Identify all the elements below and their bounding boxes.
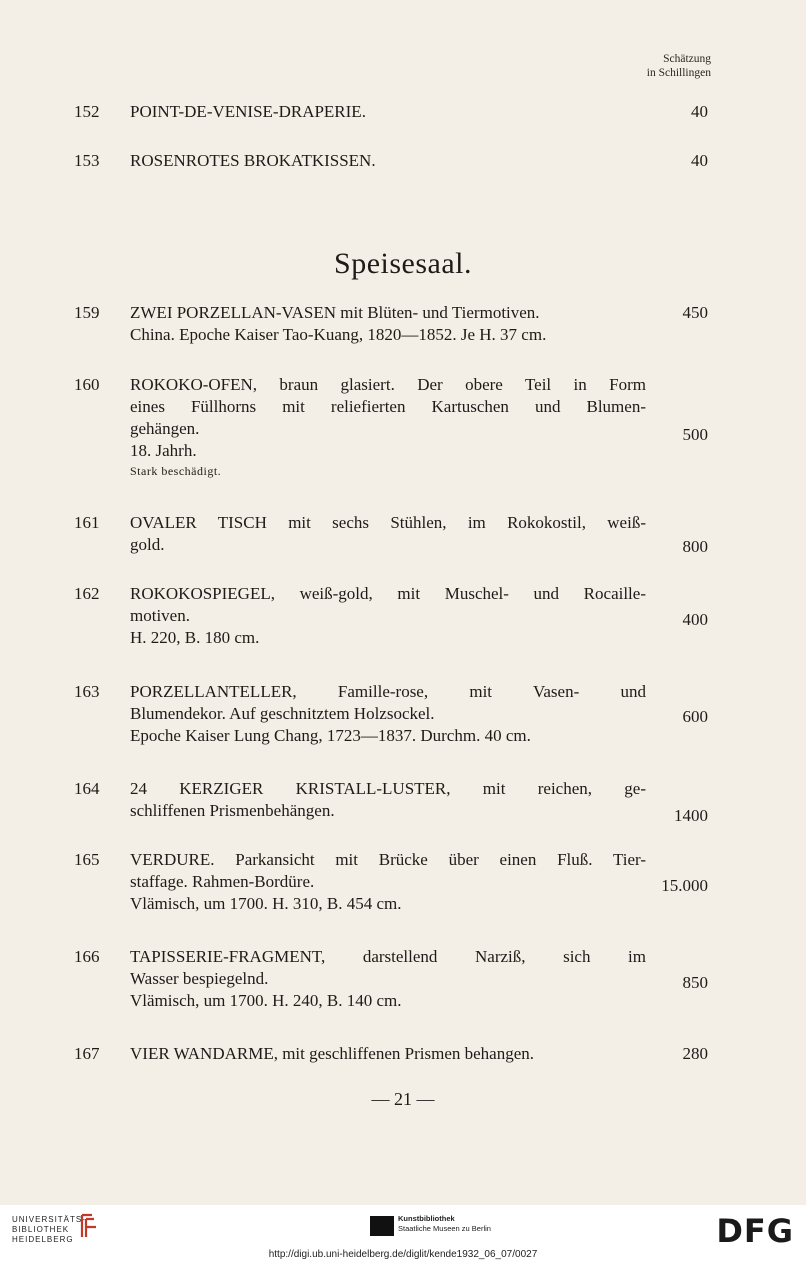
description-line: Wasser bespiegelnd.: [130, 969, 269, 988]
description-line: ROSENROTES BROKATKISSEN.: [130, 151, 376, 170]
kb-name: Kunstbibliothek: [398, 1214, 455, 1223]
section-title: Speisesaal.: [334, 247, 472, 280]
estimate-price: 400: [682, 610, 708, 629]
lot-number: 167: [74, 1044, 100, 1063]
library-name-line: UNIVERSITÄTS-: [12, 1215, 86, 1224]
entry-description: [130, 1043, 646, 1065]
lot-number: 159: [74, 303, 100, 322]
description-line: ROKOKO-OFEN, braun glasiert. Der obere Teil in Form: [130, 375, 646, 394]
description-line: H. 220, B. 180 cm.: [130, 628, 260, 647]
description-line: TAPISSERIE-FRAGMENT, darstellend Narziß, sich im: [130, 947, 646, 966]
description-line: gehängen.: [130, 419, 200, 438]
description-line: Blumendekor. Auf geschnitztem Holzsockel.: [130, 704, 435, 723]
estimate-price: 500: [682, 425, 708, 444]
entry-description: [130, 302, 646, 346]
description-line: POINT-DE-VENISE-DRAPERIE.: [130, 102, 366, 121]
lot-number: 163: [74, 682, 100, 701]
entry-description: [130, 101, 646, 123]
condition-note: Stark beschädigt.: [130, 464, 222, 478]
estimate-header-line1: Schätzung: [663, 53, 711, 65]
description-line: 24 KERZIGER KRISTALL-LUSTER, mit reichen, ge-: [130, 779, 646, 798]
estimate-price: 40: [691, 151, 708, 170]
estimate-column-header: [591, 52, 711, 80]
entry-description: [130, 512, 646, 556]
description-line: ZWEI PORZELLAN-VASEN mit Blüten- und Tiermotiven.: [130, 303, 540, 322]
lot-number: 152: [74, 102, 100, 121]
kb-subtitle: Staatliche Museen zu Berlin: [398, 1224, 491, 1233]
dfg-logo: DFG: [716, 1212, 794, 1250]
entry-description: [130, 150, 646, 172]
lot-number: 165: [74, 850, 100, 869]
library-name-line: BIBLIOTHEK: [12, 1225, 70, 1234]
estimate-header-line2: in Schillingen: [646, 67, 711, 79]
description-line: schliffenen Prismenbehängen.: [130, 801, 335, 820]
description-line: Epoche Kaiser Lung Chang, 1723—1837. Durchm. 40 cm.: [130, 726, 531, 745]
lot-number: 162: [74, 584, 100, 603]
page-number: — 21 —: [371, 1089, 435, 1109]
description-line: OVALER TISCH mit sechs Stühlen, im Rokokostil, weiß-: [130, 513, 646, 532]
entry-description: [130, 583, 646, 649]
description-line: Vlämisch, um 1700. H. 310, B. 454 cm.: [130, 894, 402, 913]
entry-description: [130, 849, 646, 915]
library-name-line: HEIDELBERG: [12, 1235, 74, 1244]
entry-description: [130, 374, 646, 480]
description-line: China. Epoche Kaiser Tao-Kuang, 1820—1852. Je H. 37 cm.: [130, 325, 547, 344]
estimate-price: 450: [682, 303, 708, 322]
description-line: ROKOKOSPIEGEL, weiß-gold, mit Muschel- und Rocaille-: [130, 584, 646, 603]
estimate-price: 850: [682, 973, 708, 992]
lot-number: 160: [74, 375, 100, 394]
description-line: motiven.: [130, 606, 190, 625]
estimate-price: 280: [682, 1044, 708, 1063]
lot-number: 161: [74, 513, 100, 532]
entry-description: [130, 681, 646, 747]
kunstbibliothek-mark-icon: [370, 1216, 394, 1236]
lot-number: 164: [74, 779, 100, 798]
description-line: VIER WANDARME, mit geschliffenen Prismen behangen.: [130, 1044, 534, 1063]
description-line: 18. Jahrh.: [130, 441, 197, 460]
library-mark-icon: [78, 1213, 98, 1239]
estimate-price: 600: [682, 707, 708, 726]
description-line: VERDURE. Parkansicht mit Brücke über einen Fluß. Tier-: [130, 850, 646, 869]
description-line: Vlämisch, um 1700. H. 240, B. 140 cm.: [130, 991, 402, 1010]
description-line: PORZELLANTELLER, Famille-rose, mit Vasen- und: [130, 682, 646, 701]
estimate-price: 15.000: [661, 876, 708, 895]
estimate-price: 40: [691, 102, 708, 121]
digitization-footer: [0, 1205, 806, 1263]
university-library-logo: [12, 1215, 86, 1245]
lot-number: 166: [74, 947, 100, 966]
estimate-price: 1400: [674, 806, 708, 825]
description-line: eines Füllhorns mit reliefierten Kartuschen und Blumen-: [130, 397, 646, 416]
source-url[interactable]: http://digi.ub.uni-heidelberg.de/diglit/kende1932_06_07/0027: [268, 1249, 538, 1260]
description-line: staffage. Rahmen-Bordüre.: [130, 872, 315, 891]
entry-description: [130, 946, 646, 1012]
estimate-price: 800: [682, 537, 708, 556]
description-line: gold.: [130, 535, 165, 554]
entry-description: [130, 778, 646, 822]
lot-number: 153: [74, 151, 100, 170]
